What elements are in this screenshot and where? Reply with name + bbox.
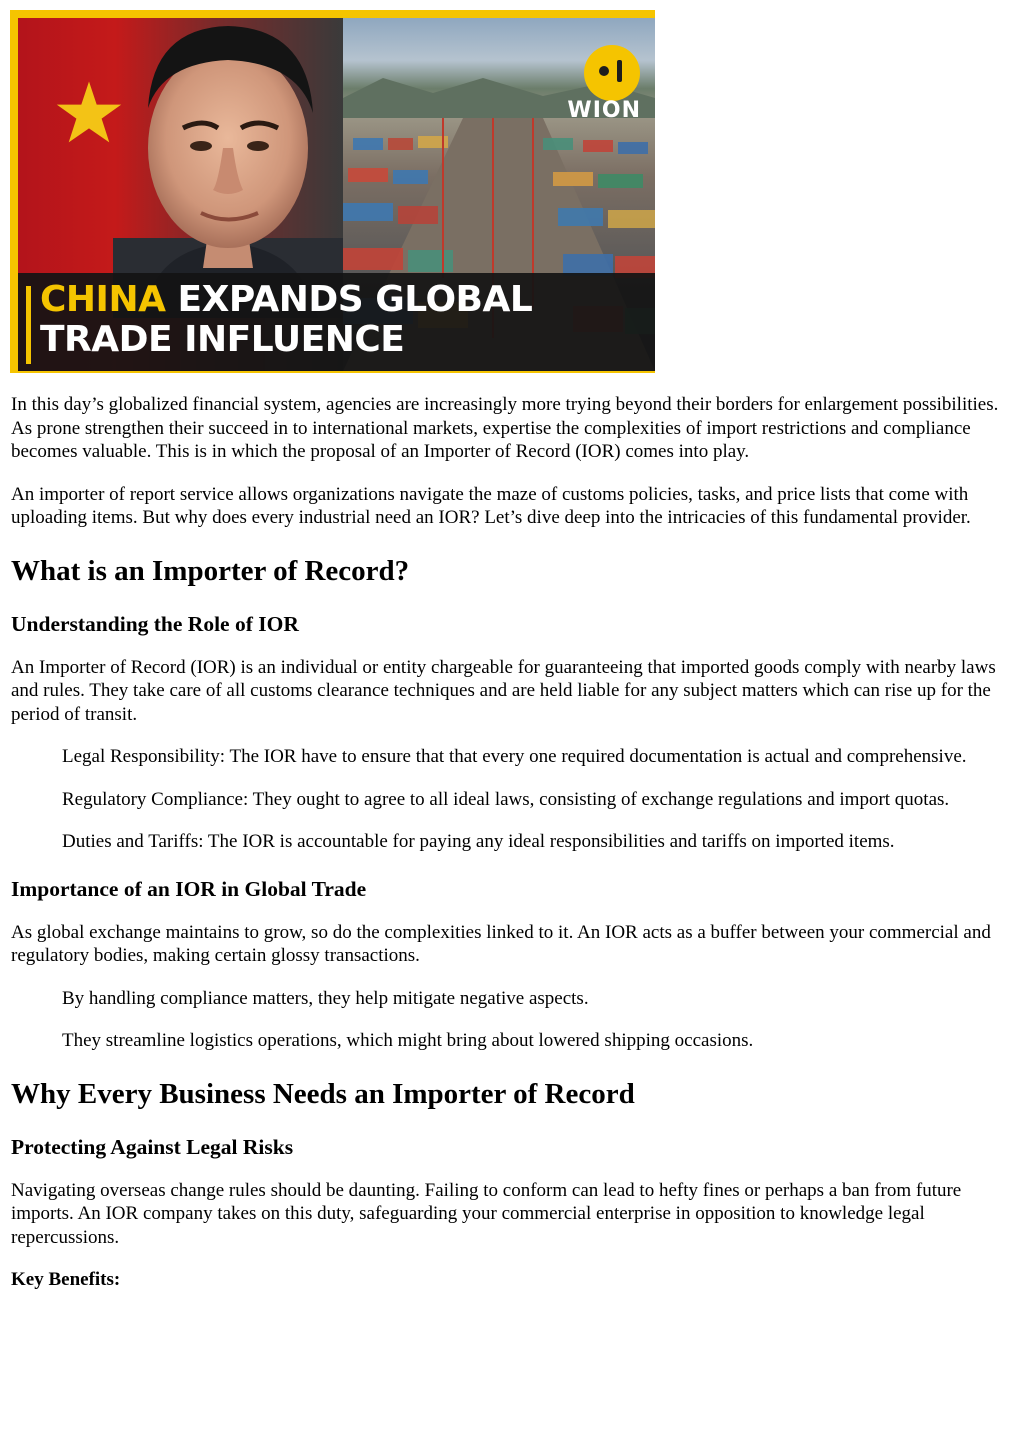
legal-risks-paragraph: Navigating overseas change rules should be daunting. Failing to conform can lead to hefty fines or perhaps a ban from future imports. An IOR company takes on this duty, safeguarding your commercial enterprise in opposition to knowledge legal repercussions. <box>11 1179 962 1248</box>
key-benefits-label: Key Benefits: <box>11 1269 121 1290</box>
intro-paragraph-2: An importer of report service allows organizations navigate the maze of customs policies, tasks, and price lists that come with uploading items. But why does every industrial need an IOR? Let’s dive deep into the intricacies of this fundamental provider. <box>11 483 971 528</box>
section-heading-what-is-ior: What is an Importer of Record? <box>11 554 410 587</box>
hero-image <box>10 10 655 373</box>
role-item-duties-tariffs: Duties and Tariffs: The IOR is accountable for paying any ideal responsibilities and tariffs on imported items. <box>62 831 895 852</box>
headline-line2: TRADE INFLUENCE <box>40 319 405 360</box>
role-item-legal-responsibility: Legal Responsibility: The IOR have to ensure that that every one required documentation is actual and comprehensive. <box>62 746 967 767</box>
role-item-regulatory-compliance: Regulatory Compliance: They ought to agree to all ideal laws, consisting of exchange regulations and import quotas. <box>62 788 950 810</box>
section-heading-why-business-needs-ior: Why Every Business Needs an Importer of Record <box>11 1077 635 1110</box>
role-paragraph: An Importer of Record (IOR) is an individual or entity chargeable for guaranteeing that imported goods comply with nearby laws and rules. They take care of all customs clearance techniques and are held liable for any subject matters which can rise up for the period of transit. <box>11 656 996 725</box>
importance-item-compliance: By handling compliance matters, they help mitigate negative aspects. <box>62 987 589 1009</box>
wion-logo-icon <box>577 38 647 138</box>
intro-paragraph-1: In this day’s globalized financial system, agencies are increasingly more trying beyond their borders for enlargement possibilities. As prone strengthen their succeed in to international markets, expertise the complexities of import restrictions and compliance becomes valuable. This is in which the proposal of an Importer of Record (IOR) comes into play. <box>11 394 999 462</box>
article-body <box>11 393 1016 1311</box>
subheading-role-of-ior: Understanding the Role of IOR <box>11 611 299 636</box>
headline-accent-bar <box>26 286 31 364</box>
subheading-legal-risks: Protecting Against Legal Risks <box>11 1134 294 1159</box>
importance-item-logistics: They streamline logistics operations, which might bring about lowered shipping occasions. <box>62 1030 754 1051</box>
subheading-importance-of-ior: Importance of an IOR in Global Trade <box>11 876 367 901</box>
brand-wordmark: WION <box>567 98 641 123</box>
hero-image-inner <box>18 18 655 371</box>
headline-accent-word: CHINA <box>40 279 166 320</box>
headline-line1-rest: EXPANDS GLOBAL <box>165 279 533 320</box>
importance-paragraph: As global exchange maintains to grow, so do the complexities linked to it. An IOR acts as a buffer between your commercial and regulatory bodies, making certain glossy transactions. <box>11 921 991 966</box>
hero-headline <box>40 280 532 360</box>
